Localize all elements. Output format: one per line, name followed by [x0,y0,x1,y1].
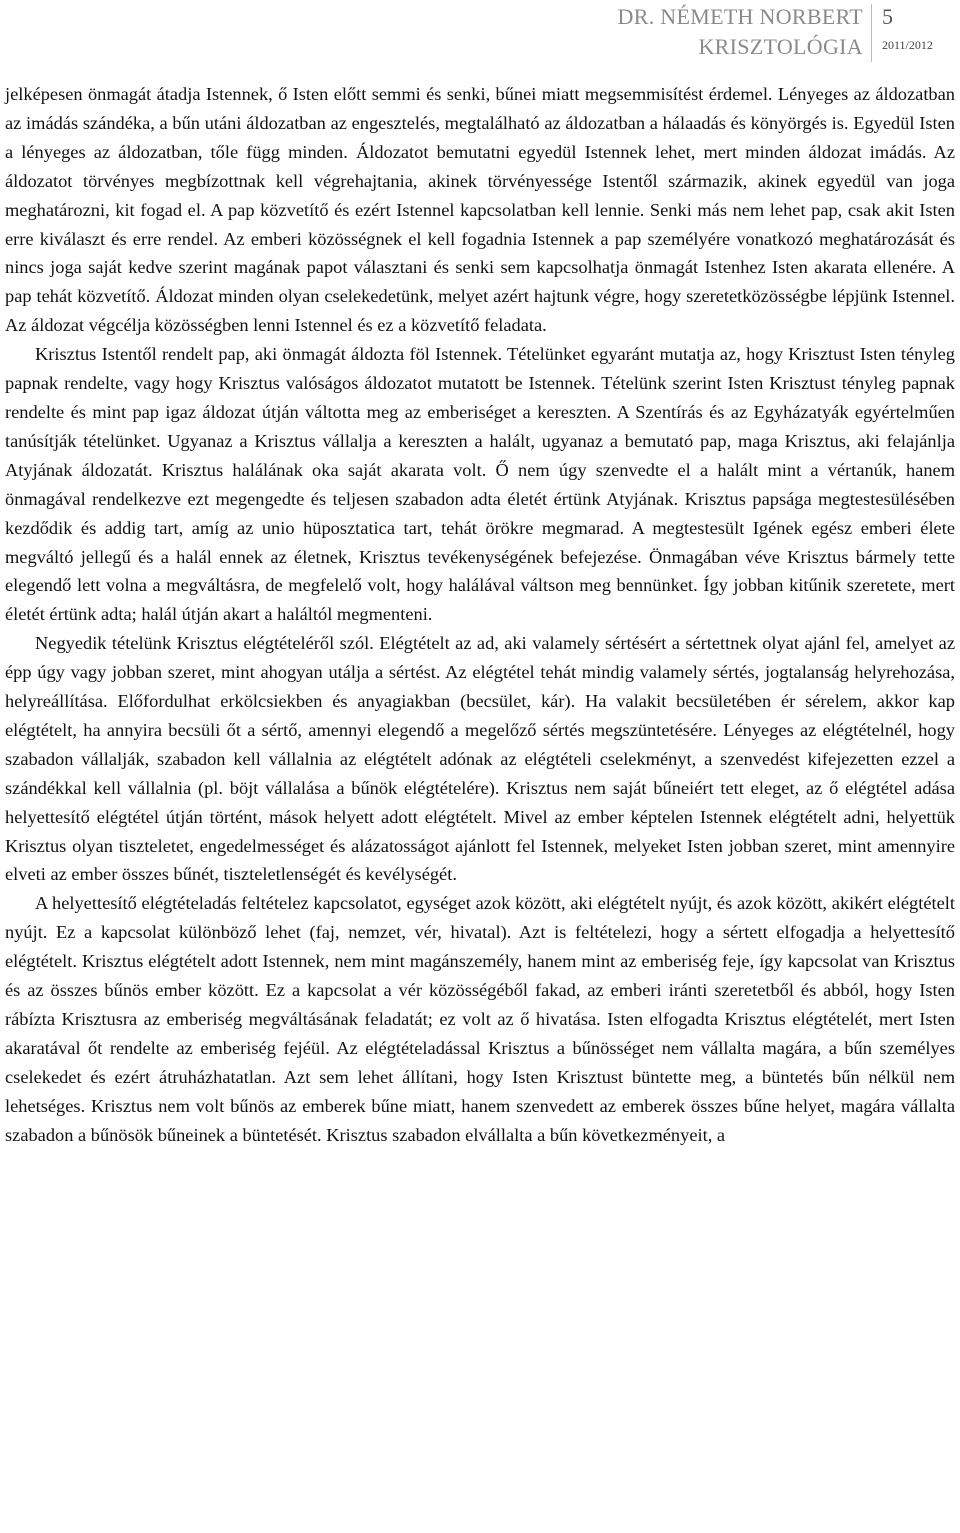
course-title: KRISZTOLÓGIA [698,34,863,59]
paragraph-3: Negyedik tételünk Krisztus elégtételéről szól. Elégtételt az ad, aki valamely sértésért a sértettnek olyat ajánl fel, amelyet az épp úgy vagy jobban szeret, mint ahogyan utálja a sértést. Az elégtétel tehát mindig valamely sértés, jogtalanság helyrehozása, helyreállítása. Előfordulhat erkölcsiekben és anyagiakban (becsület, kár). Ha valakit becsületében ér sérelem, akkor kap elégtételt, ha annyira becsüli őt a sértő, amennyi elegendő a megelőző sértés megszüntetésére. Lényeges az elégtételnél, hogy szabadon vállalják, szabadon kell vállalnia az elégtételt adónak az elégtételi cselekményt, a szenvedést kifejezetten ezzel a szándékkal kell vállalnia (pl. böjt vállalása a bűnök elégtételére). Krisztus nem saját bűneiért tett eleget, az ő elégtétel adása helyettesítő elégtétel útján történt, mások helyett adott elégtételt. Mivel az ember képtelen Istennek elégtételt adni, helyettük Krisztus olyan tiszteletet, engedelmességet és alázatosságot ajánlott fel Istennek, melyeket Isten jobban szeret, mint amennyire elveti az ember összes bűnét, tiszteletlenségét és kevélységét. [5,633,955,885]
body-text [5,80,955,1150]
running-header [0,0,960,70]
page-number: 5 [882,4,893,29]
paragraph-1: jelképesen önmagát átadja Istennek, ő Isten előtt semmi és senki, bűnei miatt megsemmisítést érdemel. Lényeges az áldozatban az imádás szándéka, a bűn utáni áldozatban az engesztelés, megtalálható az áldozatban a hálaadás és könyörgés is. Egyedül Isten a lényeges az áldozatban, tőle függ minden. Áldozatot bemutatni egyedül Istennek lehet, mert minden áldozat imádás. Az áldozatot törvényes megbízottnak kell végrehajtania, akinek törvényessége Istentől származik, akinek egyedül van joga meghatározni, kit fogad el. A pap közvetítő és ezért Istennel kapcsolatban kell lennie. Senki más nem lehet pap, csak akit Isten erre kiválaszt és erre rendel. Az emberi közösségnek el kell fogadnia Istennek a pap személyére vonatkozó meghatározását és nincs joga saját kedve szerint magának papot választani és senki sem kapcsolhatja önmagát Istenhez Isten akarata ellenére. A pap tehát közvetítő. Áldozat minden olyan cselekedetünk, melyet azért hajtunk végre, hogy szeretetközösségbe lépjünk Istennel. Az áldozat végcélja közösségben lenni Istennel és ez a közvetítő feladata. [5,84,955,336]
paragraph-2: Krisztus Istentől rendelt pap, aki önmagát áldozta föl Istennek. Tételünket egyaránt mutatja az, hogy Krisztust Isten tényleg papnak rendelte, vagy hogy Krisztus valóságos áldozatot mutatott be Istennek. Tételünk szerint Isten Krisztust tényleg papnak rendelte és mint pap igaz áldozat útján váltotta meg az emberiséget a kereszten. A Szentírás és az Egyházatyák egyértelműen tanúsítják tételünket. Ugyanaz a Krisztus vállalja a kereszten a halált, ugyanaz a bemutató pap, maga Krisztus, aki felajánlja Atyjának áldozatát. Krisztus halálának oka saját akarata volt. Ő nem úgy szenvedte el a halált mint a vértanúk, hanem önmagával rendelkezve ezt megengedte és teljesen szabadon adta életét értünk Atyjának. Krisztus papsága megtestesülésében kezdődik és addig tart, amíg az unio hüposztatica tart, tehát örökre megmarad. A megtestesült Igének egész emberi élete megváltó jellegű és a halál ennek az életnek, Krisztus tevékenységének befejezése. Önmagában véve Krisztus bármely tette elegendő lett volna a megváltásra, de megfelelő volt, hogy halálával váltson meg bennünket. Így jobban kitűnik szeretete, mert életét értünk adta; halál útján akart a haláltól megmenteni. [5,344,955,625]
academic-year: 2011/2012 [882,38,933,52]
author-name: DR. NÉMETH NORBERT [617,4,863,29]
paragraph-4: A helyettesítő elégtételadás feltételez kapcsolatot, egységet azok között, aki elégtételt nyújt, és azok között, akikért elégtételt nyújt. Ez a kapcsolat különböző lehet (faj, nemzet, vér, hivatal). Azt is feltételezi, hogy a sértett elfogadja a helyettesítő elégtételt. Krisztus elégtételt adott Istennek, nem mint magánszemély, hanem mint az emberiség feje, így kapcsolat van Krisztus és az összes bűnös ember között. Ez a kapcsolat a vér közösségéből fakad, az emberi iránti szeretetből és abból, hogy Isten rábízta Krisztusra az emberiség megváltásának feladatát; ez volt az ő hivatása. Isten elfogadta Krisztus elégtételét, mert Isten akaratával őt rendelte az emberiség fejéül. Az elégtételadással Krisztus a bűnösséget nem vállalta magára, a bűn személyes cselekedet és ezért átruházhatatlan. Azt sem lehet állítani, hogy Isten Krisztust büntette meg, a büntetés bűn nélkül nem lehetséges. Krisztus nem volt bűnös az emberek bűne miatt, hanem szenvedett az emberek összes bűne helyet, magára vállalta szabadon a bűnösök bűneinek a büntetését. Krisztus szabadon elvállalta a bűn következményeit, a [5,893,955,1145]
header-divider [871,4,872,62]
